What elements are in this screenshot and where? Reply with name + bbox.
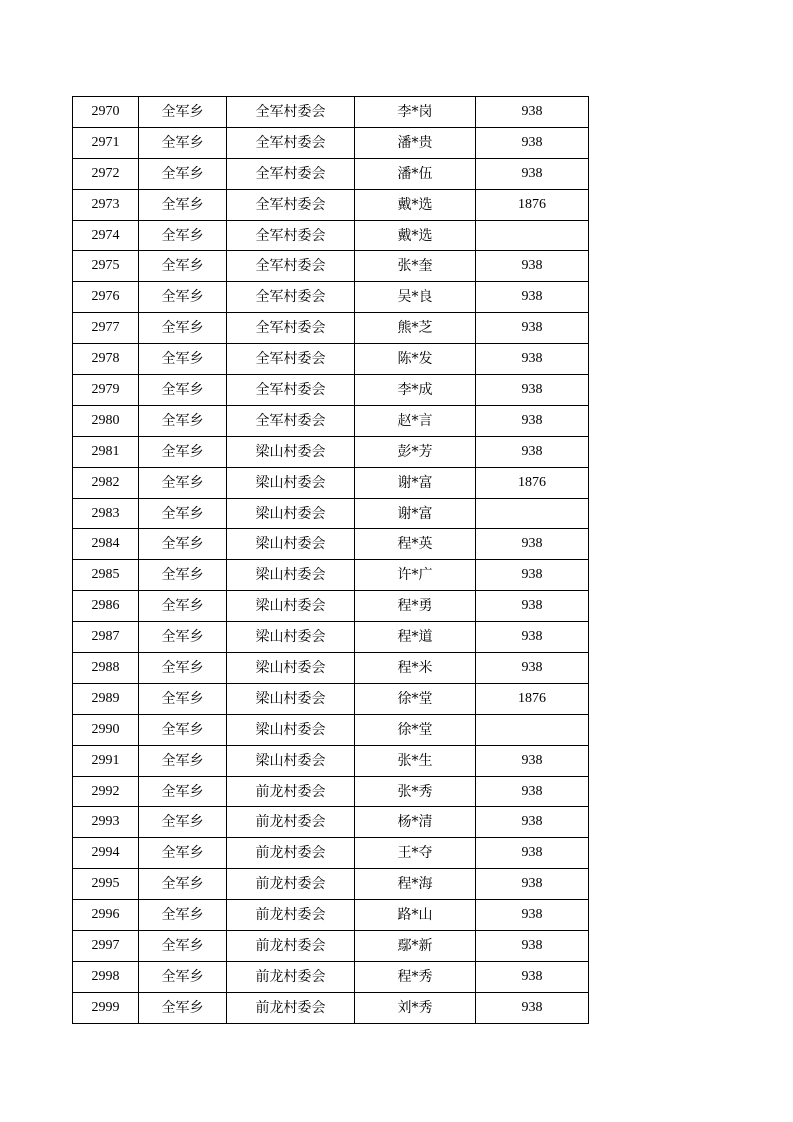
town-cell: 全军乡 xyxy=(139,251,227,282)
town-cell: 全军乡 xyxy=(139,622,227,653)
row-number-cell: 2988 xyxy=(73,653,139,684)
town-cell: 全军乡 xyxy=(139,992,227,1023)
table-row xyxy=(73,498,589,529)
person-name-cell: 徐*堂 xyxy=(355,714,476,745)
table-row xyxy=(73,745,589,776)
town-cell: 全军乡 xyxy=(139,127,227,158)
town-cell: 全军乡 xyxy=(139,560,227,591)
amount-cell: 938 xyxy=(476,591,589,622)
person-name-cell: 徐*堂 xyxy=(355,683,476,714)
village-committee-cell: 前龙村委会 xyxy=(227,992,355,1023)
row-number-cell: 2983 xyxy=(73,498,139,529)
village-committee-cell: 全军村委会 xyxy=(227,97,355,128)
table-row xyxy=(73,127,589,158)
person-name-cell: 程*海 xyxy=(355,869,476,900)
table-row xyxy=(73,467,589,498)
table-row xyxy=(73,591,589,622)
row-number-cell: 2987 xyxy=(73,622,139,653)
table-row xyxy=(73,653,589,684)
row-number-cell: 2971 xyxy=(73,127,139,158)
row-number-cell: 2973 xyxy=(73,189,139,220)
person-name-cell: 程*秀 xyxy=(355,961,476,992)
table-row xyxy=(73,529,589,560)
village-committee-cell: 前龙村委会 xyxy=(227,900,355,931)
person-name-cell: 彭*芳 xyxy=(355,436,476,467)
town-cell: 全军乡 xyxy=(139,961,227,992)
amount-cell: 938 xyxy=(476,560,589,591)
table-row xyxy=(73,436,589,467)
person-name-cell: 张*秀 xyxy=(355,776,476,807)
row-number-cell: 2986 xyxy=(73,591,139,622)
village-committee-cell: 梁山村委会 xyxy=(227,436,355,467)
table-row xyxy=(73,900,589,931)
person-name-cell: 谢*富 xyxy=(355,498,476,529)
row-number-cell: 2978 xyxy=(73,344,139,375)
town-cell: 全军乡 xyxy=(139,189,227,220)
village-committee-cell: 全军村委会 xyxy=(227,375,355,406)
town-cell: 全军乡 xyxy=(139,344,227,375)
row-number-cell: 2975 xyxy=(73,251,139,282)
person-name-cell: 张*奎 xyxy=(355,251,476,282)
row-number-cell: 2970 xyxy=(73,97,139,128)
amount-cell: 938 xyxy=(476,776,589,807)
amount-cell: 938 xyxy=(476,375,589,406)
person-name-cell: 许*广 xyxy=(355,560,476,591)
village-committee-cell: 梁山村委会 xyxy=(227,745,355,776)
amount-cell: 938 xyxy=(476,961,589,992)
town-cell: 全军乡 xyxy=(139,591,227,622)
town-cell: 全军乡 xyxy=(139,282,227,313)
amount-cell: 1876 xyxy=(476,189,589,220)
person-name-cell: 程*英 xyxy=(355,529,476,560)
row-number-cell: 2979 xyxy=(73,375,139,406)
person-name-cell: 程*勇 xyxy=(355,591,476,622)
town-cell: 全军乡 xyxy=(139,900,227,931)
town-cell: 全军乡 xyxy=(139,375,227,406)
table-row xyxy=(73,961,589,992)
village-committee-cell: 前龙村委会 xyxy=(227,961,355,992)
table-row xyxy=(73,622,589,653)
person-name-cell: 谢*富 xyxy=(355,467,476,498)
row-number-cell: 2996 xyxy=(73,900,139,931)
village-committee-cell: 全军村委会 xyxy=(227,313,355,344)
town-cell: 全军乡 xyxy=(139,467,227,498)
table-row xyxy=(73,869,589,900)
person-name-cell: 路*山 xyxy=(355,900,476,931)
amount-cell: 938 xyxy=(476,344,589,375)
village-committee-cell: 前龙村委会 xyxy=(227,931,355,962)
row-number-cell: 2999 xyxy=(73,992,139,1023)
amount-cell: 938 xyxy=(476,529,589,560)
amount-cell: 938 xyxy=(476,313,589,344)
town-cell: 全军乡 xyxy=(139,714,227,745)
amount-cell: 938 xyxy=(476,807,589,838)
town-cell: 全军乡 xyxy=(139,436,227,467)
town-cell: 全军乡 xyxy=(139,869,227,900)
person-name-cell: 王*夺 xyxy=(355,838,476,869)
row-number-cell: 2990 xyxy=(73,714,139,745)
table-row xyxy=(73,158,589,189)
table-row xyxy=(73,931,589,962)
amount-cell: 938 xyxy=(476,900,589,931)
row-number-cell: 2981 xyxy=(73,436,139,467)
village-committee-cell: 梁山村委会 xyxy=(227,591,355,622)
village-committee-cell: 梁山村委会 xyxy=(227,467,355,498)
row-number-cell: 2991 xyxy=(73,745,139,776)
amount-cell xyxy=(476,714,589,745)
village-committee-cell: 梁山村委会 xyxy=(227,560,355,591)
row-number-cell: 2995 xyxy=(73,869,139,900)
town-cell: 全军乡 xyxy=(139,838,227,869)
person-name-cell: 吴*良 xyxy=(355,282,476,313)
table-row xyxy=(73,807,589,838)
town-cell: 全军乡 xyxy=(139,653,227,684)
village-committee-cell: 全军村委会 xyxy=(227,158,355,189)
amount-cell: 938 xyxy=(476,653,589,684)
table-row xyxy=(73,714,589,745)
row-number-cell: 2993 xyxy=(73,807,139,838)
row-number-cell: 2984 xyxy=(73,529,139,560)
row-number-cell: 2982 xyxy=(73,467,139,498)
amount-cell: 938 xyxy=(476,127,589,158)
person-name-cell: 赵*言 xyxy=(355,405,476,436)
amount-cell: 1876 xyxy=(476,683,589,714)
row-number-cell: 2985 xyxy=(73,560,139,591)
town-cell: 全军乡 xyxy=(139,220,227,251)
row-number-cell: 2997 xyxy=(73,931,139,962)
town-cell: 全军乡 xyxy=(139,807,227,838)
row-number-cell: 2994 xyxy=(73,838,139,869)
table-row xyxy=(73,189,589,220)
row-number-cell: 2998 xyxy=(73,961,139,992)
village-committee-cell: 全军村委会 xyxy=(227,251,355,282)
village-committee-cell: 前龙村委会 xyxy=(227,869,355,900)
village-committee-cell: 前龙村委会 xyxy=(227,807,355,838)
row-number-cell: 2980 xyxy=(73,405,139,436)
amount-cell: 938 xyxy=(476,869,589,900)
amount-cell: 938 xyxy=(476,282,589,313)
person-name-cell: 刘*秀 xyxy=(355,992,476,1023)
person-name-cell: 鄢*新 xyxy=(355,931,476,962)
person-name-cell: 熊*芝 xyxy=(355,313,476,344)
row-number-cell: 2976 xyxy=(73,282,139,313)
village-committee-cell: 全军村委会 xyxy=(227,189,355,220)
village-committee-cell: 全军村委会 xyxy=(227,405,355,436)
village-committee-cell: 前龙村委会 xyxy=(227,776,355,807)
village-committee-cell: 全军村委会 xyxy=(227,344,355,375)
row-number-cell: 2989 xyxy=(73,683,139,714)
amount-cell: 938 xyxy=(476,838,589,869)
town-cell: 全军乡 xyxy=(139,776,227,807)
village-committee-cell: 全军村委会 xyxy=(227,282,355,313)
town-cell: 全军乡 xyxy=(139,683,227,714)
person-name-cell: 杨*清 xyxy=(355,807,476,838)
amount-cell: 938 xyxy=(476,405,589,436)
person-name-cell: 程*道 xyxy=(355,622,476,653)
person-name-cell: 程*米 xyxy=(355,653,476,684)
amount-cell: 938 xyxy=(476,931,589,962)
village-committee-cell: 前龙村委会 xyxy=(227,838,355,869)
table-row xyxy=(73,97,589,128)
town-cell: 全军乡 xyxy=(139,97,227,128)
amount-cell: 938 xyxy=(476,622,589,653)
table-row xyxy=(73,992,589,1023)
town-cell: 全军乡 xyxy=(139,313,227,344)
person-name-cell: 潘*贵 xyxy=(355,127,476,158)
table-row xyxy=(73,405,589,436)
village-committee-cell: 梁山村委会 xyxy=(227,714,355,745)
village-committee-cell: 梁山村委会 xyxy=(227,529,355,560)
town-cell: 全军乡 xyxy=(139,529,227,560)
village-committee-cell: 全军村委会 xyxy=(227,127,355,158)
village-committee-cell: 梁山村委会 xyxy=(227,683,355,714)
table-body xyxy=(73,97,589,1024)
table-row xyxy=(73,251,589,282)
town-cell: 全军乡 xyxy=(139,158,227,189)
amount-cell xyxy=(476,498,589,529)
person-name-cell: 张*生 xyxy=(355,745,476,776)
table-row xyxy=(73,375,589,406)
village-committee-cell: 全军村委会 xyxy=(227,220,355,251)
amount-cell: 938 xyxy=(476,745,589,776)
row-number-cell: 2972 xyxy=(73,158,139,189)
amount-cell: 938 xyxy=(476,251,589,282)
person-name-cell: 戴*选 xyxy=(355,220,476,251)
table-row xyxy=(73,344,589,375)
row-number-cell: 2992 xyxy=(73,776,139,807)
amount-cell: 938 xyxy=(476,992,589,1023)
table-row xyxy=(73,282,589,313)
amount-cell: 1876 xyxy=(476,467,589,498)
person-name-cell: 潘*伍 xyxy=(355,158,476,189)
table-row xyxy=(73,313,589,344)
row-number-cell: 2974 xyxy=(73,220,139,251)
amount-cell: 938 xyxy=(476,436,589,467)
table-row xyxy=(73,560,589,591)
village-committee-cell: 梁山村委会 xyxy=(227,498,355,529)
town-cell: 全军乡 xyxy=(139,498,227,529)
town-cell: 全军乡 xyxy=(139,745,227,776)
person-name-cell: 李*岗 xyxy=(355,97,476,128)
town-cell: 全军乡 xyxy=(139,931,227,962)
village-committee-cell: 梁山村委会 xyxy=(227,653,355,684)
table-row xyxy=(73,776,589,807)
town-cell: 全军乡 xyxy=(139,405,227,436)
person-name-cell: 李*成 xyxy=(355,375,476,406)
row-number-cell: 2977 xyxy=(73,313,139,344)
amount-cell: 938 xyxy=(476,97,589,128)
village-committee-cell: 梁山村委会 xyxy=(227,622,355,653)
data-table xyxy=(72,96,589,1024)
amount-cell: 938 xyxy=(476,158,589,189)
person-name-cell: 陈*发 xyxy=(355,344,476,375)
table-row xyxy=(73,838,589,869)
table-row xyxy=(73,220,589,251)
person-name-cell: 戴*选 xyxy=(355,189,476,220)
amount-cell xyxy=(476,220,589,251)
table-row xyxy=(73,683,589,714)
